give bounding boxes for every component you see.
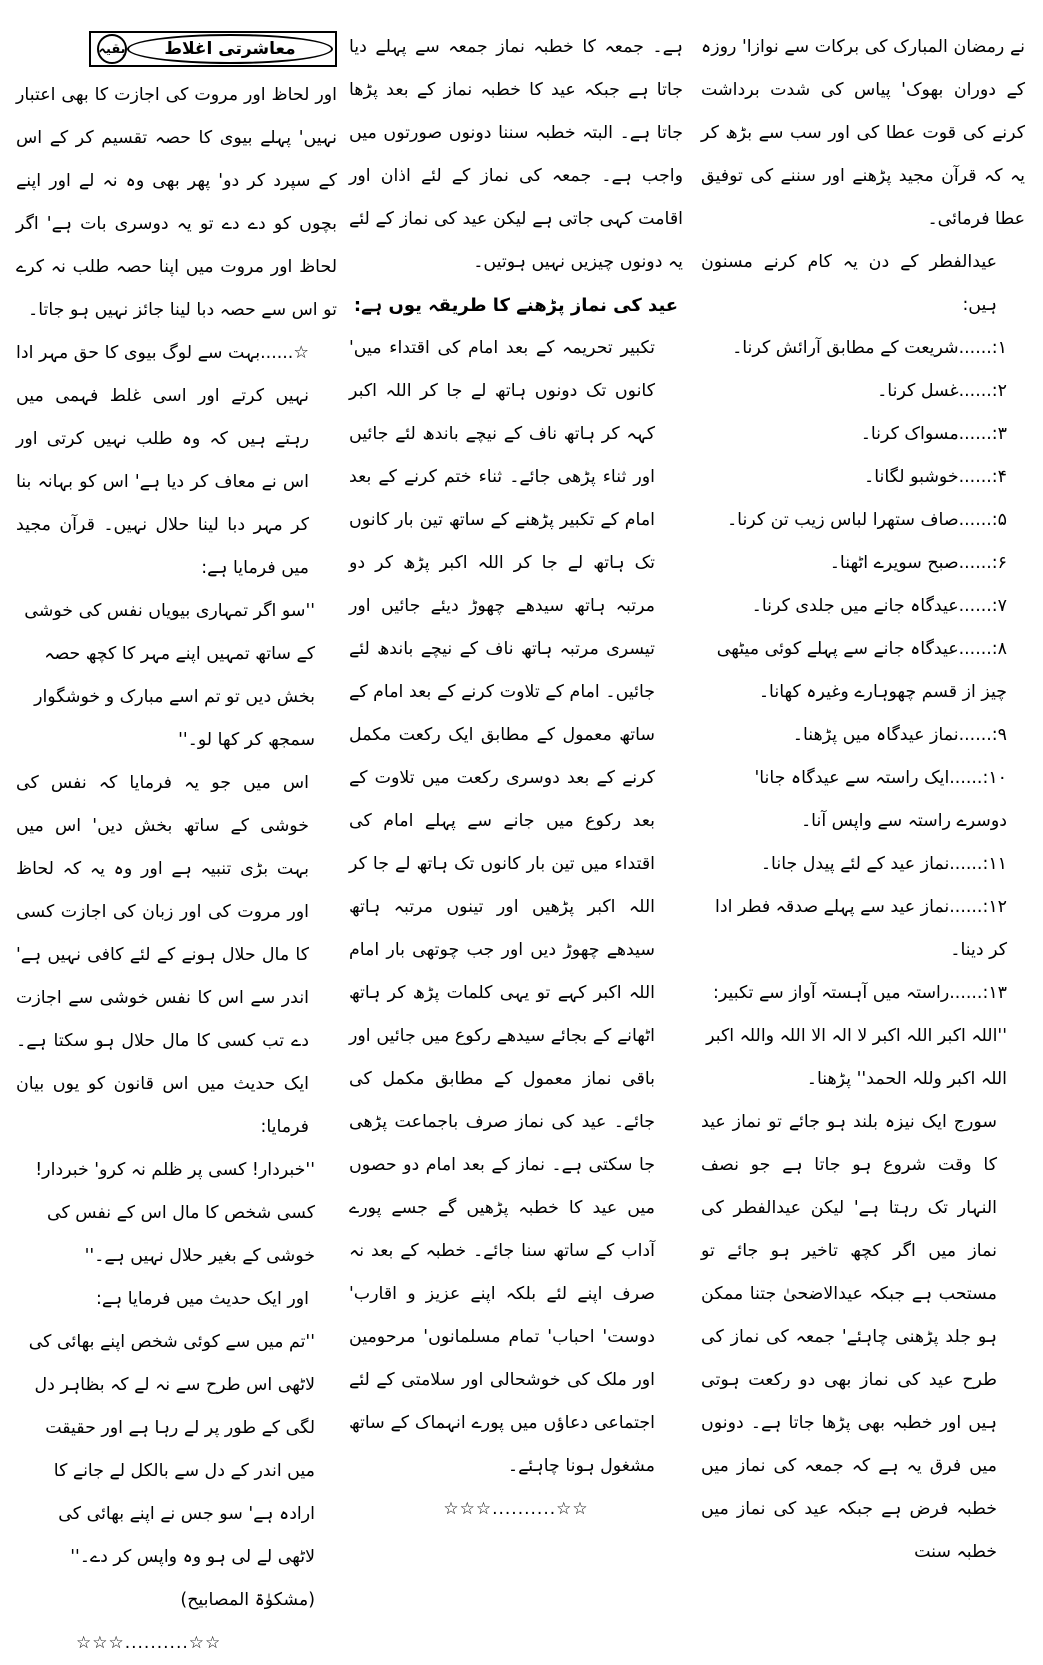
hadith-quote: ''تم میں سے کوئی شخص اپنے بھائی کی لاٹھی اس طرح سے نہ لے کہ بظاہر دل لگی کے طور پر لے رہا ہے اور حقیقت میں اندر کے دل سے بالکل لے جانے کا ارادہ ہے' سو جس نے اپنے بھائی کی لاٹھی لے لی ہو وہ واپس کر دے۔'' (مشکوٰۃ المصابیح) <box>28 1332 315 1610</box>
continued-seal: بقیہ <box>97 34 127 64</box>
list-item: ۱:......شریعت کے مطابق آرائش کرنا۔ <box>732 338 1007 358</box>
share-paragraph: اور لحاظ اور مروت کی اجازت کا بھی اعتبار نہیں' پہلے بیوی کا حصہ تقسیم کر کے اس کے سپرد کر دو' پھر بھی وہ نہ لے اور اپنے بچوں کو دے دے تو یہ دوسری بات ہے' اگر لحاظ اور مروت میں اپنا حصہ طلب نہ کرے تو اس سے حصہ دبا لینا جائز نہیں ہو جاتا۔ <box>16 85 337 320</box>
explanation-paragraph: اس میں جو یہ فرمایا کہ نفس کی خوشی کے ساتھ بخش دیں' اس میں بہت بڑی تنبیہ ہے اور وہ یہ کہ لحاظ اور مروت کی اور زبان کی اجازت کسی کا مال حلال ہونے کے لئے کافی نہیں ہے' اندر سے اس کا نفس خوشی سے اجازت دے تب کسی کا مال حلال ہو سکتا ہے۔ ایک حدیث میں اس قانون کو یوں بیان فرمایا: <box>16 773 309 1137</box>
list-item: ۳:......مسواک کرنا۔ <box>860 424 1007 444</box>
banner-frame <box>89 31 337 67</box>
section-end-stars: ☆☆..........☆☆☆ <box>76 1633 222 1653</box>
list-item: ۶:......صبح سویرے اٹھنا۔ <box>829 553 1007 573</box>
list-item: ۲:......غسل کرنا۔ <box>877 381 1007 401</box>
list-item: ۴:......خوشبو لگانا۔ <box>864 467 1007 487</box>
eid-prayer-method-heading: عید کی نماز پڑھنے کا طریقہ یوں ہے: <box>353 295 679 316</box>
section-banner <box>16 26 337 72</box>
list-item: ۵:......صاف ستھرا لباس زیب تن کرنا۔ <box>726 510 1007 530</box>
closing-paragraph: سورج ایک نیزہ بلند ہو جائے تو نماز عید کا وقت شروع ہو جاتا ہے جو نصف النہار تک رہتا ہے' لیکن عیدالفطر کی نماز میں اگر کچھ تاخیر ہو جائے تو مستحب ہے جبکہ عیدالاضحیٰ جتنا ممکن ہو جلد پڑھنی چاہئے' جمعہ کی نماز کی طرح عید کی نماز بھی دو رکعت ہوتی ہیں اور خطبہ بھی پڑھا جاتا ہے۔ دونوں میں فرق یہ ہے کہ جمعہ کی نماز میں خطبہ فرض ہے جبکہ عید کی نماز میں خطبہ سنت <box>701 1112 997 1562</box>
mehr-paragraph: ☆......بہت سے لوگ بیوی کا حق مہر ادا نہیں کرتے اور اسی غلط فہمی میں رہتے ہیں کہ وہ طلب نہیں کرتی اور اس نے معاف کر دیا ہے' اس کو بہانہ بنا کر مہر دبا لینا حلال نہیں۔ قرآن مجید میں فرمایا ہے: <box>16 343 309 578</box>
column-right <box>695 26 1035 1562</box>
hadith-quote: ''خبردار! کسی پر ظلم نہ کرو' خبردار! کسی شخص کا مال اس کے نفس کی خوشی کے بغیر حلال نہیں ہے۔'' <box>35 1160 315 1266</box>
section-end-stars: ☆☆..........☆☆☆ <box>443 1499 589 1519</box>
list-item: ۷:......عیدگاہ جانے میں جلدی کرنا۔ <box>751 596 1007 616</box>
column-middle <box>339 26 695 1519</box>
list-item: ۱۲:......نماز عید سے پہلے صدقہ فطر ادا کر دینا۔ <box>715 897 1007 960</box>
khutba-paragraph: ہے۔ جمعہ کا خطبہ نماز جمعہ سے پہلے دیا جاتا ہے جبکہ عید کا خطبہ نماز کے بعد پڑھا جاتا ہے۔ البتہ خطبہ سننا دونوں صورتوں میں واجب ہے۔ جمعہ کی نماز کے لئے اذان اور اقامت کہی جاتی ہے لیکن عید کی نماز کے لئے یہ دونوں چیزیں نہیں ہوتیں۔ <box>349 37 683 272</box>
eid-prayer-method-paragraph: تکبیر تحریمہ کے بعد امام کی اقتداء میں' کانوں تک دونوں ہاتھ لے جا کر اللہ اکبر کہہ کر ہاتھ ناف کے نیچے باندھ لئے جائیں اور ثناء پڑھی جائے۔ ثناء ختم کرنے کے بعد امام کے تکبیر پڑھنے کے ساتھ تین بار کانوں تک ہاتھ لے جا کر اللہ اکبر پڑھ کر دو مرتبہ ہاتھ سیدھے چھوڑ دیئے جائیں اور تیسری مرتبہ ہاتھ ناف کے نیچے باندھ لئے جائیں۔ امام کے تلاوت کرنے کے بعد امام کے ساتھ معمول کے مطابق ایک رکعت مکمل کرنے کے بعد دوسری رکعت میں تلاوت کے بعد رکوع میں جانے سے پہلے امام کی اقتداء میں تین بار کانوں تک ہاتھ لے جا کر اللہ اکبر پڑھیں اور تینوں مرتبہ ہاتھ سیدھے چھوڑ دیں اور جب چوتھی بار امام اللہ اکبر کہے تو یہی کلمات پڑھ کر ہاتھ اٹھانے کے بجائے سیدھے رکوع میں جائیں اور باقی نماز معمول کے مطابق مکمل کی جائے۔ عید کی نماز صرف باجماعت پڑھی جا سکتی ہے۔ نماز کے بعد امام دو حصوں میں عید کا خطبہ پڑھیں گے جسے پورے آداب کے ساتھ سنا جائے۔ خطبہ کے بعد نہ صرف اپنے لئے بلکہ اپنے عزیز و اقارب' دوست' احباب' تمام مسلمانوں' مرحومین اور ملک کی خوشحالی اور سلامتی کے لئے اجتماعی دعاؤں میں پورے انہماک کے ساتھ مشغول ہونا چاہئے۔ <box>349 338 655 1476</box>
list-item: ۹:......نماز عیدگاہ میں پڑھنا۔ <box>792 725 1007 745</box>
sunnah-list-title: عیدالفطر کے دن یہ کام کرنے مسنون ہیں: <box>701 252 997 315</box>
list-item: ۱۰:......ایک راستہ سے عیدگاہ جانا' دوسرے راستہ سے واپس آنا۔ <box>754 768 1007 831</box>
intro-paragraph: نے رمضان المبارک کی برکات سے نوازا' روزہ کے دوران بھوک' پیاس کی شدت برداشت کرنے کی قوت عطا کی اور سب سے بڑھ کر یہ کہ قرآن مجید پڑھنے اور سننے کی توفیق عطا فرمائی۔ <box>701 37 1025 229</box>
column-left <box>8 26 339 1653</box>
list-item: ۸:......عیدگاہ جانے سے پہلے کوئی میٹھی چیز از قسم چھوہارے وغیرہ کھانا۔ <box>716 639 1007 702</box>
hadith-intro: اور ایک حدیث میں فرمایا ہے: <box>95 1289 309 1309</box>
banner-title: معاشرتی اغلاط <box>127 34 333 64</box>
quran-quote: ''سو اگر تمہاری بیویاں نفس کی خوشی کے ساتھ تمہیں اپنے مہر کا کچھ حصہ بخش دیں تو تم اسے مبارک و خوشگوار سمجھ کر کھا لو۔'' <box>24 601 315 750</box>
list-item: ۱۳:......راستہ میں آہستہ آواز سے تکبیر: ''اللہ اکبر اللہ اکبر لا الہ الا اللہ واللہ اکبر اللہ اکبر وللہ الحمد'' پڑھنا۔ <box>706 983 1007 1089</box>
list-item: ۱۱:......نماز عید کے لئے پیدل جانا۔ <box>760 854 1007 874</box>
